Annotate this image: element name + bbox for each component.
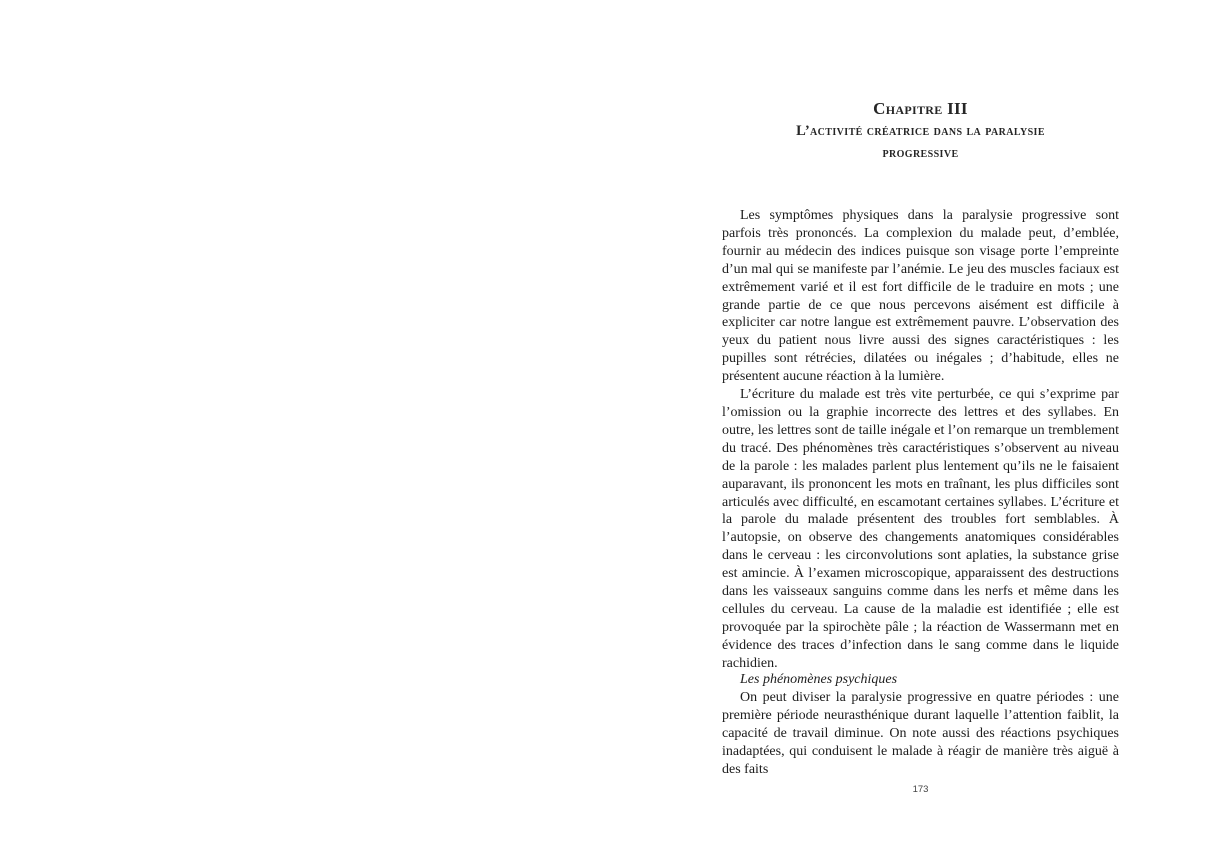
page-number: 173 (912, 784, 929, 795)
body-paragraph-1: Les symptômes physiques dans la paralysie progressive sont parfois très prononcés. La complexion du malade peut, d’emblée, fournir au médecin des indices puisque son visage porte l’empreinte d’un mal qui se manifeste par l’anémie. Le jeu des muscles faciaux est extrêmement varié et il est fort difficile de le traduire en mots ; une grande partie de ce que nous percevons aisément est difficile à expliciter car notre langue est extrêmement pauvre. L’observation des yeux du patient nous livre aussi des signes caractéristiques : les pupilles sont rétrécies, dilatées ou inégales ; d’habitude, elles ne présentent aucune réaction à la lumière. (722, 208, 1119, 385)
chapter-heading (722, 98, 1119, 164)
section-psychic-phenomena (722, 671, 1119, 778)
chapter-body (722, 207, 1119, 673)
chapter-title: L’activité créatrice dans la paralysie progressive (796, 123, 1045, 161)
section-heading: Les phénomènes psychiques (740, 672, 898, 687)
section-paragraph: On peut diviser la paralysie progressive en quatre périodes : une première période neurasthénique durant laquelle l’attention faiblit, la capacité de travail diminue. On note aussi des réactions psychiques inadaptées, qui conduisent le malade à réagir de manière très aiguë à des faits (722, 689, 1119, 777)
chapter-number: Chapitre III (873, 99, 968, 118)
body-paragraph-2: L’écriture du malade est très vite perturbée, ce qui s’exprime par l’omission ou la graphie incorrecte des lettres et des syllabes. En outre, les lettres sont de taille inégale et l’on remarque un tremblement du tracé. Des phénomènes très caractéristiques s’observent au niveau de la parole : les malades parlent plus lentement qu’ils ne le faisaient auparavant, ils prononcent les mots en traînant, les plus difficiles sont articulés avec difficulté, en escamotant certaines syllabes. L’écriture et la parole du malade présentent des troubles fort semblables. À l’autopsie, on observe des changements anatomiques considérables dans le cerveau : les circonvolutions sont aplaties, la substance grise est amincie. À l’examen microscopique, apparaissent des destructions dans les vaisseaux sanguins comme dans les nerfs et même dans les cellules du cerveau. La cause de la maladie est identifiée ; elle est provoquée par la spirochète pâle ; la réaction de Wassermann met en évidence des traces d’infection dans le sang comme dans le liquide rachidien. (722, 387, 1119, 671)
